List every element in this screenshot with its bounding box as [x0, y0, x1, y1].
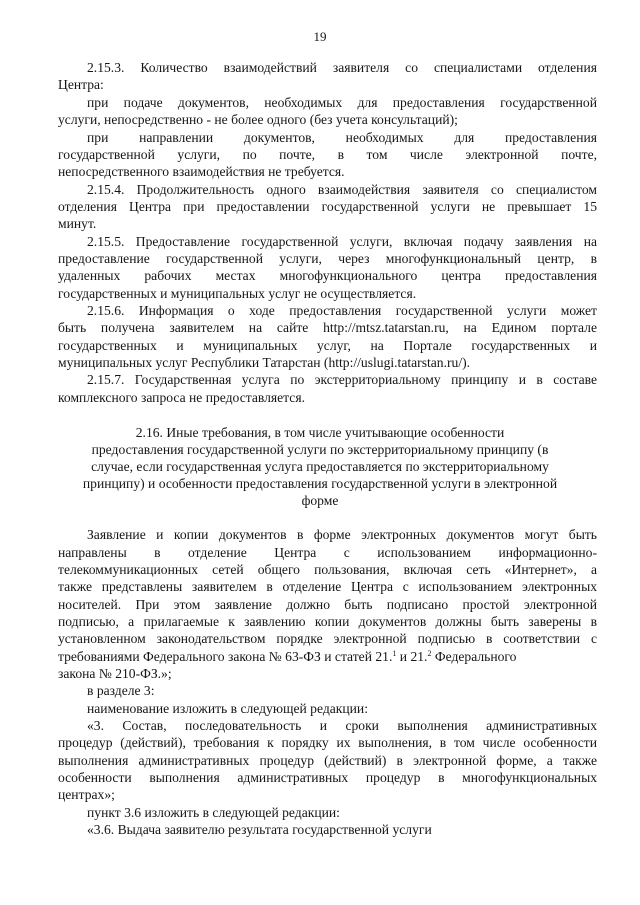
text-line: наименование изложить в следующей редакции:: [87, 701, 368, 716]
text-line: 2.15.6. Информация о ходе предоставления государственной услуги может: [87, 303, 597, 318]
text-fragment: Федерального: [431, 649, 517, 664]
text-line: удаленных рабочих местах многофункционального центра предоставления: [58, 268, 597, 283]
section-heading-line: предоставления государственной услуги по экстерриториальному принципу (в: [91, 442, 549, 457]
text-line: носителей. При этом заявление должно быть подписано простой электронной: [58, 597, 597, 612]
text-line: пункт 3.6 изложить в следующей редакции:: [87, 805, 340, 820]
text-line: процедур (действий), требования к порядку их выполнения, в том числе особенности: [58, 735, 597, 750]
text-fragment: требованиями Федерального закона № 63-ФЗ и статей 21.: [58, 649, 393, 664]
text-line: также представлены заявителем в отделение Центра с использованием электронных: [58, 579, 597, 594]
superscript: 2: [427, 649, 432, 658]
text-line: центрах»;: [58, 787, 115, 802]
text-line: закона № 210-ФЗ.»;: [58, 666, 172, 681]
text-line: минут.: [58, 216, 97, 231]
text-line: муниципальных услуг Республики Татарстан (http://uslugi.tatarstan.ru/).: [58, 355, 471, 370]
text-line: «3. Состав, последовательность и сроки выполнения административных: [87, 718, 597, 733]
text-line: отделения Центра при предоставлении государственной услуги не превышает 15: [58, 199, 597, 214]
text-line: государственных и муниципальных услуг не осуществляется.: [58, 286, 417, 301]
text-line-with-superscripts: [58, 649, 597, 665]
text-line: «3.6. Выдача заявителю результата государственной услуги: [87, 822, 432, 837]
text-line: 2.15.5. Предоставление государственной услуги, включая подачу заявления на: [87, 234, 597, 249]
text-line: услуги, непосредственно - не более одного (без учета консультаций);: [58, 112, 458, 127]
text-line: государственной услуги, по почте, в том числе электронной почте,: [58, 147, 597, 162]
text-line: подписью, а прилагаемые к заявлению копии документов должны быть заверены в: [58, 614, 597, 629]
text-line: выполнения административных процедур (действий) в электронной форме, а также: [58, 753, 597, 768]
text-line: комплексного запроса не предоставляется.: [58, 390, 305, 405]
text-line: 2.15.4. Продолжительность одного взаимодействия заявителя со специалистом: [87, 182, 597, 197]
text-line: быть получена заявителем на сайте http://mtsz.tatarstan.ru, на Едином портале: [58, 320, 597, 335]
text-line: в разделе 3:: [87, 683, 155, 698]
text-line: непосредственного взаимодействия не требуется.: [58, 164, 345, 179]
section-heading-line: 2.16. Иные требования, в том числе учитывающие особенности: [135, 425, 505, 440]
text-line: телекоммуникационных сетей общего пользования, включая сеть «Интернет», а: [58, 562, 597, 577]
text-line: направлены в отделение Центра с использованием информационно-: [58, 545, 597, 560]
text-fragment: и 21.: [396, 649, 428, 664]
text-line: предоставление государственной услуги, через многофункциональный центр, в: [58, 251, 597, 266]
text-line: государственных и муниципальных услуг, на Портале государственных и: [58, 338, 597, 353]
text-line: при подаче документов, необходимых для предоставления государственной: [87, 95, 597, 110]
section-heading-line: принципу) и особенности предоставления государственной услуги в электронной: [82, 476, 558, 491]
section-heading-line: форме: [301, 493, 339, 508]
text-line: Заявление и копии документов в форме электронных документов могут быть: [87, 527, 597, 542]
text-line: 2.15.3. Количество взаимодействий заявителя со специалистами отделения: [87, 60, 597, 75]
text-line: установленном законодательством порядке электронной подписью в соответствии с: [58, 631, 597, 646]
text-line: Центра:: [58, 77, 104, 92]
text-line: 2.15.7. Государственная услуга по экстерриториальному принципу и в составе: [87, 372, 597, 387]
section-heading-line: случае, если государственная услуга предоставляется по экстерриториальному: [91, 459, 549, 474]
superscript: 1: [392, 649, 397, 658]
text-line: при направлении документов, необходимых для предоставления: [87, 130, 597, 145]
page-number: 19: [313, 29, 327, 44]
text-line: особенности выполнения административных процедур в многофункциональных: [58, 770, 597, 785]
